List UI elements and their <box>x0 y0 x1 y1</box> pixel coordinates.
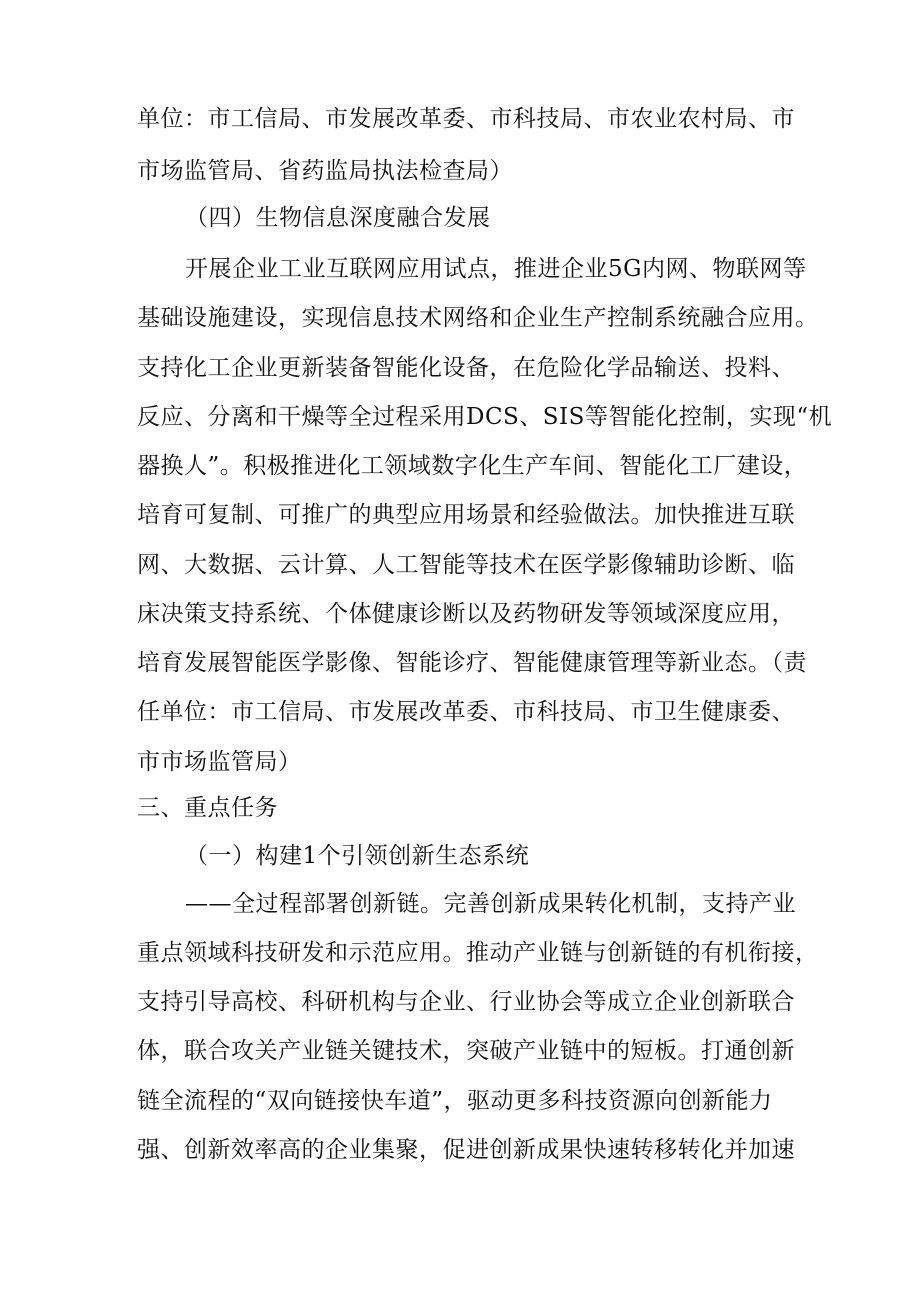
body-text-line: 培育可复制、可推广的典型应用场景和经验做法。加快推进互联 <box>137 502 795 528</box>
body-text-line: 床决策支持系统、个体健康诊断以及药物研发等领域深度应用， <box>137 601 795 627</box>
body-text-line: 重点领域科技研发和示范应用。推动产业链与创新链的有机衔接， <box>137 940 819 966</box>
body-text-line: 任单位：市工信局、市发展改革委、市科技局、市卫生健康委、 <box>137 699 795 725</box>
body-text-line: 单位：市工信局、市发展改革委、市科技局、市农业农村局、市 <box>137 106 795 132</box>
body-text-line: 器换人”。积极推进化工领域数字化生产车间、智能化工厂建设， <box>137 453 808 479</box>
body-text-line: 强、创新效率高的企业集聚，促进创新成果快速转移转化并加速 <box>137 1137 795 1163</box>
body-text-line: 市市场监管局） <box>137 749 302 775</box>
body-text-line: 支持引导高校、科研机构与企业、行业协会等成立企业创新联合 <box>137 989 795 1015</box>
body-text-line: 反应、分离和干燥等全过程采用DCS、SIS等智能化控制，实现“机 <box>137 404 833 430</box>
body-text-line: 基础设施建设，实现信息技术网络和企业生产控制系统融合应用。 <box>137 305 819 331</box>
body-text-line: 网、大数据、云计算、人工智能等技术在医学影像辅助诊断、临 <box>137 552 795 578</box>
body-text-line: 市场监管局、省药监局执法检查局） <box>137 158 513 184</box>
section-heading: （一）构建1个引领创新生态系统 <box>185 843 530 869</box>
body-text-line: 培育发展智能医学影像、智能诊疗、智能健康管理等新业态。（责 <box>137 650 807 676</box>
body-text-line: 体，联合攻关产业链关键技术，突破产业链中的短板。打通创新 <box>137 1038 795 1064</box>
body-text-line: 支持化工企业更新装备智能化设备，在危险化学品输送、投料、 <box>137 355 795 381</box>
body-text-line: ——全过程部署创新链。完善创新成果转化机制，支持产业 <box>185 891 796 917</box>
chapter-heading: 三、重点任务 <box>137 795 278 821</box>
body-text-line: 开展企业工业互联网应用试点，推进企业5G内网、物联网等 <box>185 256 807 282</box>
body-text-line: 链全流程的“双向链接快车道”，驱动更多科技资源向创新能力 <box>137 1088 773 1114</box>
section-heading: （四）生物信息深度融合发展 <box>185 205 491 231</box>
